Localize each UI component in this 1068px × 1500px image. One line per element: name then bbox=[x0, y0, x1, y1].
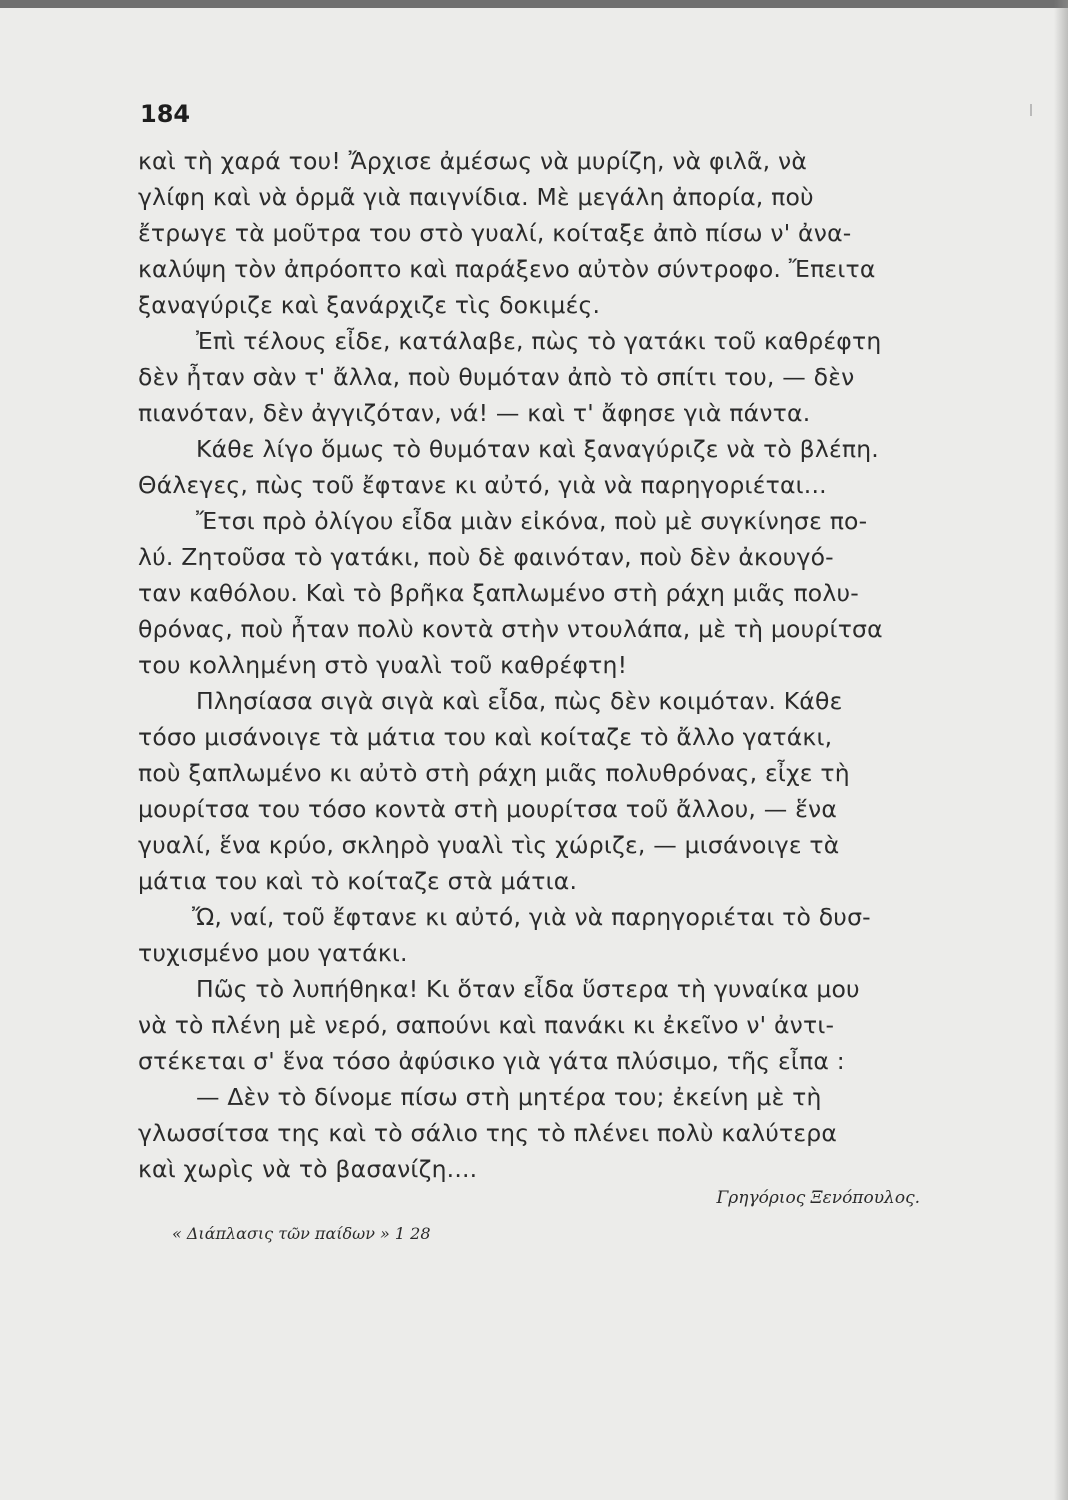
text-line: Ὤ, ναί, τοῦ ἔφτανε κι αὐτό, γιὰ νὰ παρηγοριέται τὸ δυσ- bbox=[192, 903, 871, 931]
text-line: Θάλεγες, πὼς τοῦ ἔφτανε κι αὐτό, γιὰ νὰ παρηγοριέται... bbox=[138, 471, 827, 499]
text-line: Κάθε λίγο ὅμως τὸ θυμόταν καὶ ξαναγύριζε νὰ τὸ βλέπη. bbox=[196, 435, 879, 463]
text-line: καλύψη τὸν ἀπρόοπτο καὶ παράξενο αὐτὸν σύντροφο. Ἔπειτα bbox=[138, 255, 876, 283]
text-line: γλίφη καὶ νὰ ὁρμᾶ γιὰ παιγνίδια. Μὲ μεγάλη ἀπορία, ποὺ bbox=[138, 183, 814, 211]
text-line: ξαναγύριζε καὶ ξανάρχιζε τὶς δοκιμές. bbox=[138, 291, 601, 319]
text-line: ταν καθόλου. Καὶ τὸ βρῆκα ξαπλωμένο στὴ ράχη μιᾶς πολυ- bbox=[138, 579, 859, 607]
scan-speck bbox=[1030, 104, 1032, 116]
text-line: λύ. Ζητοῦσα τὸ γατάκι, ποὺ δὲ φαινόταν, ποὺ δὲν ἀκουγό- bbox=[138, 543, 834, 571]
text-line: τυχισμένο μου γατάκι. bbox=[138, 939, 408, 967]
text-line: ἔτρωγε τὰ μοῦτρα του στὸ γυαλί, κοίταξε ἀπὸ πίσω ν' ἀνα- bbox=[138, 219, 852, 247]
text-line: στέκεται σ' ἕνα τόσο ἀφύσικο γιὰ γάτα πλύσιμο, τῆς εἶπα : bbox=[138, 1047, 845, 1075]
author-signature: Γρηγόριος Ξενόπουλος. bbox=[716, 1188, 920, 1208]
text-line: καὶ χωρὶς νὰ τὸ βασανίζη.... bbox=[138, 1155, 478, 1183]
page-binding-shadow bbox=[1054, 0, 1068, 1500]
text-line: νὰ τὸ πλένη μὲ νερό, σαπούνι καὶ πανάκι κι ἐκεῖνο ν' ἀντι- bbox=[138, 1011, 835, 1039]
text-line: — Δὲν τὸ δίνομε πίσω στὴ μητέρα του; ἐκείνη μὲ τὴ bbox=[196, 1083, 822, 1111]
text-line: του κολλημένη στὸ γυαλὶ τοῦ καθρέφτη! bbox=[138, 651, 628, 679]
source-citation: « Διάπλασις τῶν παίδων » 1 28 bbox=[172, 1224, 431, 1243]
text-line: γλωσσίτσα της καὶ τὸ σάλιο της τὸ πλένει πολὺ καλύτερα bbox=[138, 1119, 838, 1147]
text-line: μάτια του καὶ τὸ κοίταζε στὰ μάτια. bbox=[138, 867, 578, 895]
text-line: μουρίτσα του τόσο κοντὰ στὴ μουρίτσα τοῦ ἄλλου, — ἕνα bbox=[138, 795, 838, 823]
text-line: πιανόταν, δὲν ἀγγιζόταν, νά! — καὶ τ' ἄφησε γιὰ πάντα. bbox=[138, 399, 811, 427]
text-line: γυαλί, ἕνα κρύο, σκληρὸ γυαλὶ τὶς χώριζε, — μισάνοιγε τὰ bbox=[138, 831, 840, 859]
text-line: Πλησίασα σιγὰ σιγὰ καὶ εἶδα, πὼς δὲν κοιμόταν. Κάθε bbox=[196, 687, 843, 715]
text-line: Πῶς τὸ λυπήθηκα! Κι ὅταν εἶδα ὕστερα τὴ γυναίκα μου bbox=[196, 975, 860, 1003]
text-line: δὲν ἦταν σὰν τ' ἄλλα, ποὺ θυμόταν ἀπὸ τὸ σπίτι του, — δὲν bbox=[138, 363, 855, 391]
text-line: θρόνας, ποὺ ἦταν πολὺ κοντὰ στὴν ντουλάπα, μὲ τὴ μουρίτσα bbox=[138, 615, 883, 643]
text-line: Ἔτσι πρὸ ὀλίγου εἶδα μιὰν εἰκόνα, ποὺ μὲ συγκίνησε πο- bbox=[196, 507, 868, 535]
text-line: καὶ τὴ χαρά του! Ἄρχισε ἀμέσως νὰ μυρίζη, νὰ φιλᾶ, νὰ bbox=[138, 147, 808, 175]
text-line: τόσο μισάνοιγε τὰ μάτια του καὶ κοίταζε τὸ ἄλλο γατάκι, bbox=[138, 723, 833, 751]
page-number: 184 bbox=[140, 100, 191, 128]
text-line: ποὺ ξαπλωμένο κι αὐτὸ στὴ ράχη μιᾶς πολυθρόνας, εἶχε τὴ bbox=[138, 759, 850, 787]
text-line: Ἐπὶ τέλους εἶδε, κατάλαβε, πὼς τὸ γατάκι τοῦ καθρέφτη bbox=[196, 327, 882, 355]
page-top-edge bbox=[0, 0, 1068, 8]
